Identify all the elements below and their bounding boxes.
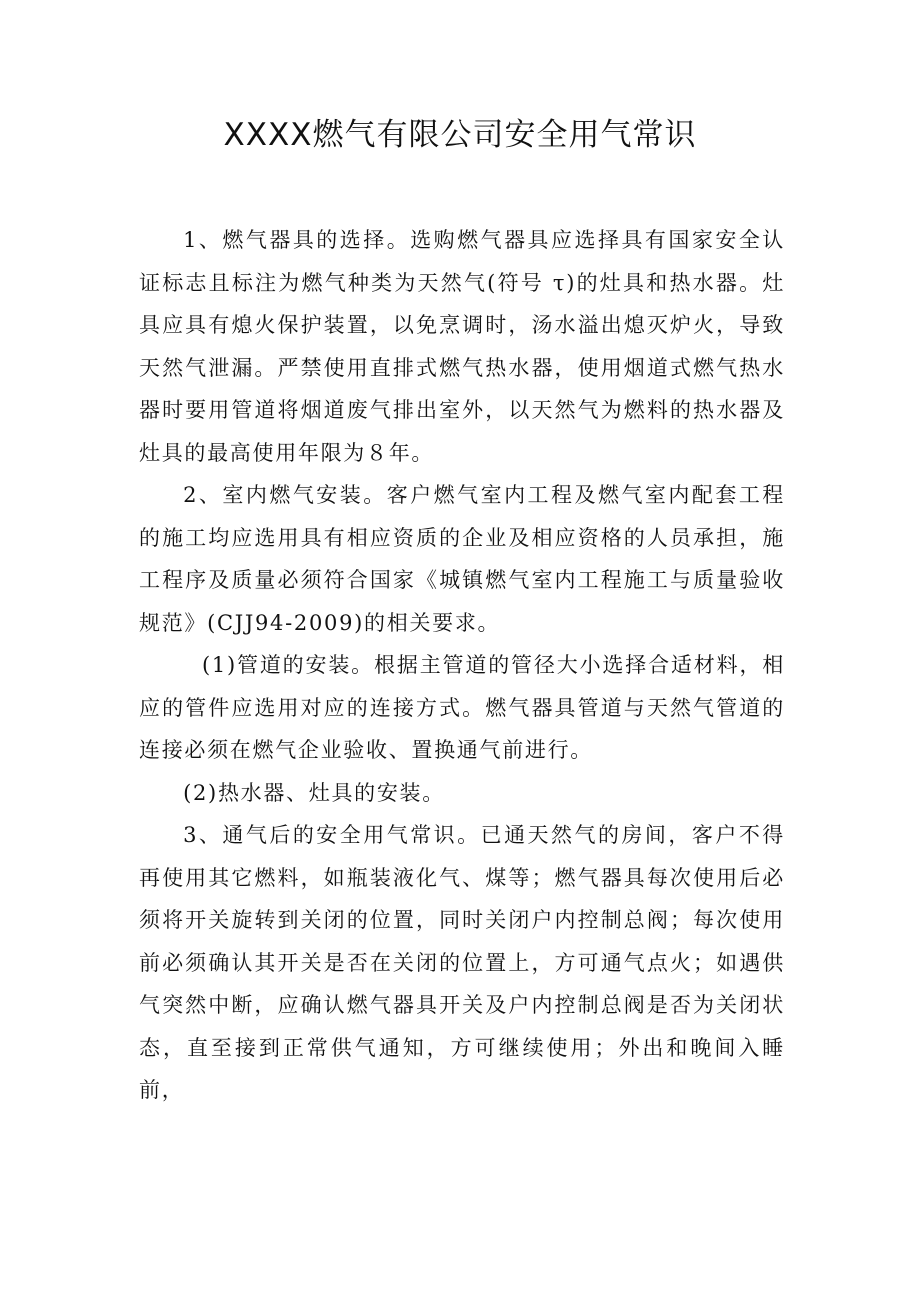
document-body [139, 219, 785, 1112]
paragraph-2-2-appliance-installation: (2)热水器、灶具的安装。 [183, 780, 445, 805]
paragraph-3-safe-usage: 3、通气后的安全用气常识。已通天然气的房间，客户不得再使用其它燃料，如瓶装液化气、煤等；燃气器具每次使用后必须将开关旋转到关闭的位置，同时关闭户内控制总阀；每次使用前必须确认其开关是否在关闭的位置上，方可通气点火；如遇供气突然中断，应确认燃气器具开关及户内控制总阀是否为关闭状态，直至接到正常供气通知，方可继续使用；外出和晚间入睡前， [139, 823, 785, 1102]
paragraph-2-indoor-installation: 2、室内燃气安装。客户燃气室内工程及燃气室内配套工程的施工均应选用具有相应资质的企业及相应资格的人员承担，施工程序及质量必须符合国家《城镇燃气室内工程施工与质量验收规范》(CJJ94-2009)的相关要求。 [139, 483, 785, 635]
document-title: XXXX燃气有限公司安全用气常识 [223, 117, 697, 153]
paragraph-1-appliance-selection: 1、燃气器具的选择。选购燃气器具应选择具有国家安全认证标志且标注为燃气种类为天然气(符号 τ)的灶具和热水器。灶具应具有熄火保护装置，以免烹调时，汤水溢出熄灭炉火，导致天然气泄漏。严禁使用直排式燃气热水器，使用烟道式燃气热水器时要用管道将烟道废气排出室外，以天然气为燃料的热水器及灶具的最高使用年限为８年。 [139, 228, 785, 465]
paragraph-2-1-pipe-installation: (1)管道的安装。根据主管道的管径大小选择合适材料，相应的管件应选用对应的连接方式。燃气器具管道与天然气管道的连接必须在燃气企业验收、置换通气前进行。 [139, 653, 785, 762]
